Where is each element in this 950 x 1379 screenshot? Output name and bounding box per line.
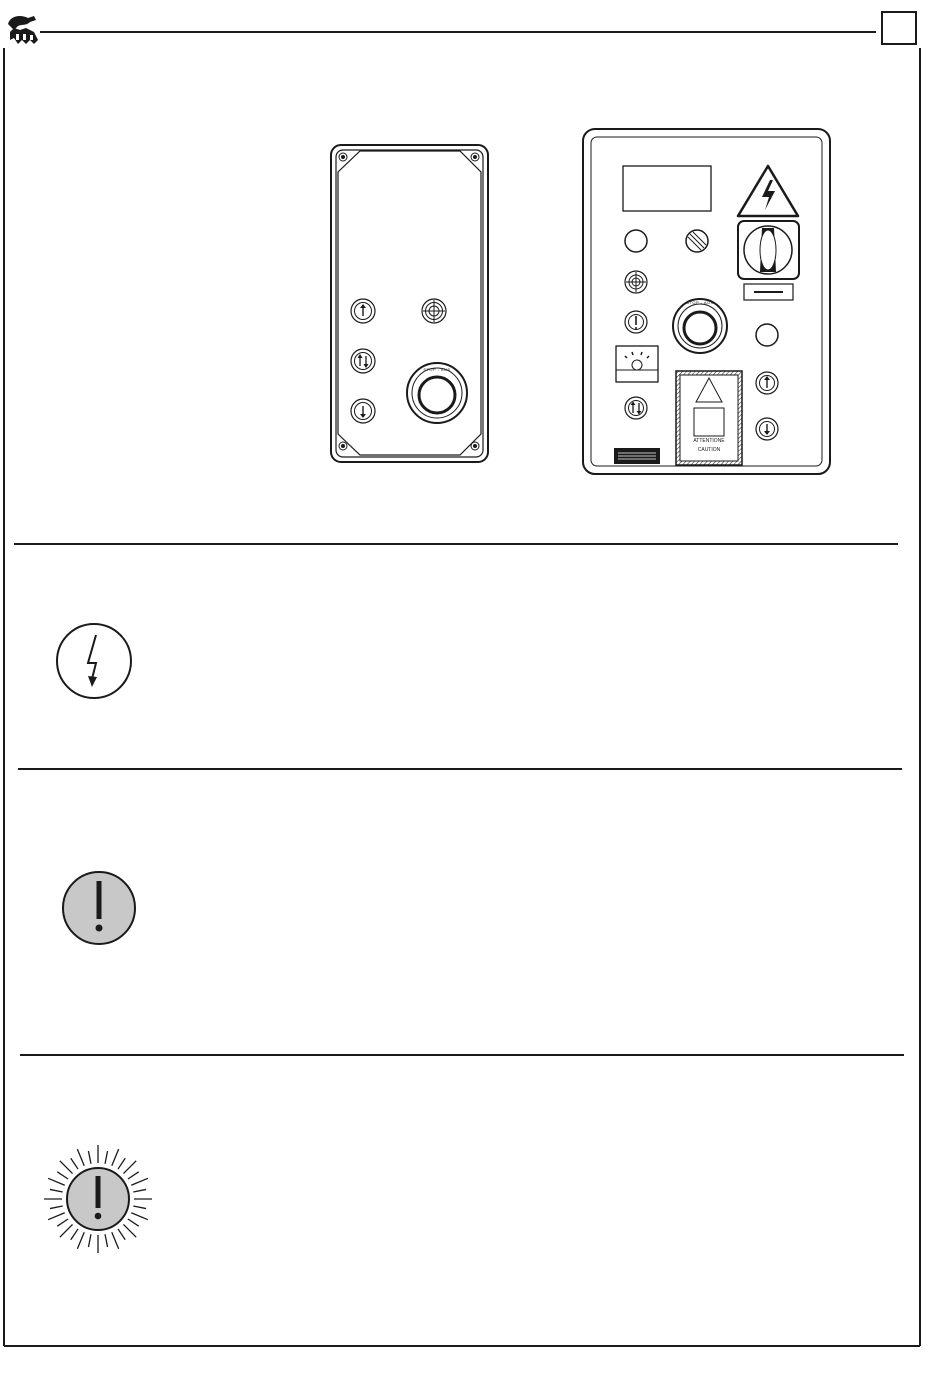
emergency-stop-button-icon <box>673 299 727 353</box>
radiant-exclamation-icon <box>42 1143 154 1255</box>
page-number-box <box>881 11 917 45</box>
ray-line <box>48 1178 65 1185</box>
ray-line <box>48 1213 65 1220</box>
ray-line <box>88 1151 91 1164</box>
ray-line <box>71 1229 78 1240</box>
indicator-lamp-icon <box>756 324 778 346</box>
general-warning-section <box>18 771 902 1053</box>
ray-line <box>118 1229 125 1240</box>
caution-label-2: CAUTION <box>697 447 721 453</box>
ray-line <box>112 1232 119 1249</box>
remote-control-panel-figure <box>330 144 490 464</box>
caution-label-1: ATTENTIONE <box>693 438 725 444</box>
ray-line <box>128 1172 139 1179</box>
exclamation-button-icon <box>625 311 647 333</box>
ray-line <box>77 1149 84 1166</box>
ray-line <box>131 1178 148 1185</box>
up-arrow-button-icon <box>351 299 375 323</box>
emergency-stop-button-icon <box>407 363 467 423</box>
ray-line <box>123 1161 136 1174</box>
ray-line <box>105 1151 108 1164</box>
ray-line <box>133 1206 146 1209</box>
ray-line <box>105 1234 108 1247</box>
ray-line <box>50 1189 63 1192</box>
up-down-arrow-button-icon <box>351 349 375 373</box>
main-rotary-switch-icon <box>738 221 799 279</box>
main-emergency-label: STOP - AUS <box>686 300 714 305</box>
ray-line <box>128 1219 139 1226</box>
ray-line <box>112 1149 119 1166</box>
reset-knob-icon <box>686 230 708 252</box>
ray-line <box>118 1158 125 1169</box>
indicator-lamp-icon <box>625 230 647 252</box>
ray-line <box>71 1158 78 1169</box>
label-strip <box>614 448 660 464</box>
ray-line <box>57 1172 68 1179</box>
ray-line <box>133 1189 146 1192</box>
ray-line <box>60 1161 73 1174</box>
gauge-meter-icon <box>616 346 658 382</box>
crosshair-indicator-icon <box>625 271 647 293</box>
ray-line <box>131 1213 148 1220</box>
ray-line <box>57 1219 68 1226</box>
electrical-hazard-section <box>14 546 898 768</box>
remote-emergency-label: STOP - AUS <box>423 367 451 372</box>
ray-line <box>50 1206 63 1209</box>
lightning-bolt-icon <box>54 621 134 701</box>
up-down-arrow-button-icon <box>625 397 647 419</box>
down-arrow-button-icon <box>351 399 375 423</box>
down-arrow-button-icon <box>756 418 778 440</box>
ray-line <box>60 1224 73 1237</box>
exclamation-icon <box>60 869 138 947</box>
ray-line <box>77 1232 84 1249</box>
ray-line <box>88 1234 91 1247</box>
ray-line <box>123 1224 136 1237</box>
hand-pointer-logo-icon <box>4 10 42 48</box>
up-arrow-button-icon <box>756 372 778 394</box>
important-notice-section <box>20 1057 904 1343</box>
crosshair-indicator-icon <box>422 299 446 323</box>
